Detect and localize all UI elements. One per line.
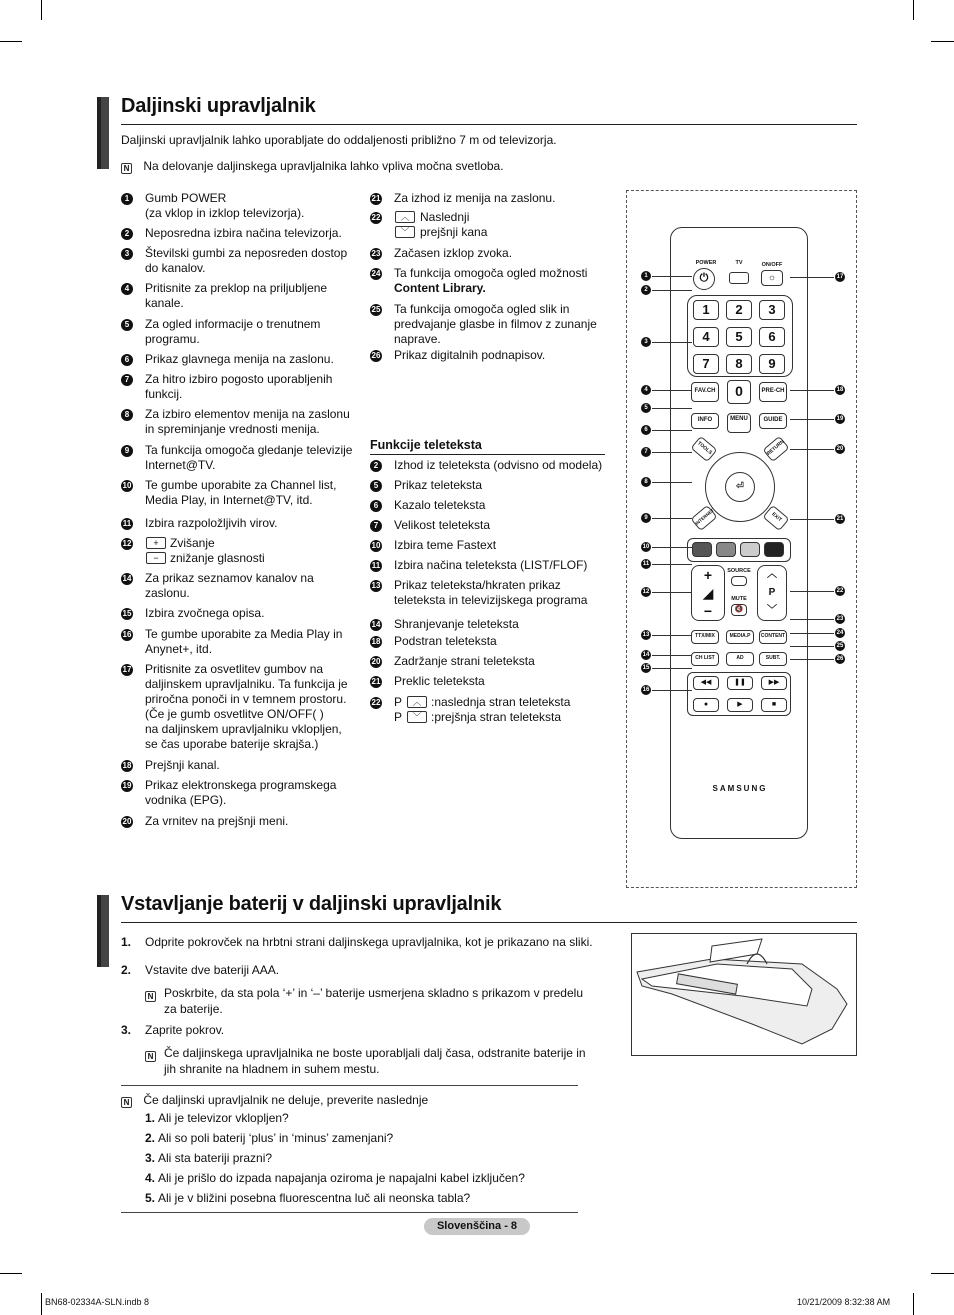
red-button[interactable]	[692, 542, 712, 557]
callout-number: 7	[641, 447, 651, 457]
item-text: Za izbiro elementov menija na zaslonu	[145, 407, 350, 421]
section-title: Daljinski upravljalnik	[121, 95, 316, 117]
chevron-down-icon: ﹀	[395, 226, 415, 238]
step-number: 1.	[121, 935, 132, 949]
callout-number: 4	[641, 385, 651, 395]
teletext-item-text: Shranjevanje teleteksta	[394, 617, 519, 631]
callout-line	[652, 408, 692, 409]
item-number-badge: 7	[370, 520, 382, 532]
digit-2-button[interactable]: 2	[726, 300, 752, 320]
section-rule	[121, 124, 857, 125]
tv-label: TV	[735, 260, 743, 266]
item-text: Prejšnji kanal.	[145, 758, 220, 772]
callout-number: 5	[641, 403, 651, 413]
callout-line	[652, 390, 692, 391]
callout-number: 21	[836, 516, 844, 522]
pre-ch-button[interactable]: PRE-CH	[759, 382, 787, 402]
item-number-badge: 4	[121, 283, 133, 295]
item-number-badge: 24	[371, 269, 381, 278]
item-text: na daljinskem upravljalniku vklopljen,	[145, 722, 342, 736]
crop-mark	[41, 0, 42, 20]
item-text: Gumb POWER	[145, 191, 227, 205]
yellow-button[interactable]	[740, 542, 760, 557]
item-number-badge: 2	[121, 228, 133, 240]
volume-rocker[interactable]: + ◢ −	[691, 565, 725, 621]
crop-mark	[931, 41, 954, 42]
samsung-logo: SAMSUNG	[712, 784, 768, 793]
callout-line	[652, 452, 692, 453]
callout-number: 19	[836, 416, 844, 422]
tools-button[interactable]: TOOLS	[690, 436, 717, 462]
onoff-label: ON/OFF	[761, 262, 783, 268]
teletext-item-text: Prikaz teleteksta	[394, 478, 483, 492]
callout-line	[790, 390, 834, 391]
callout-number: 12	[642, 589, 650, 595]
callout-line	[652, 668, 692, 669]
teletext-item-text: Podstran teleteksta	[394, 634, 497, 648]
crop-mark	[913, 1293, 914, 1315]
pause-button[interactable]: ❚❚	[727, 676, 753, 690]
digit-8-button[interactable]: 8	[726, 354, 752, 374]
item-number-badge: 1	[121, 193, 133, 205]
step-number: 2.	[121, 963, 132, 977]
item-text: Za izhod iz menija na zaslonu.	[394, 191, 556, 205]
callout-number: 14	[642, 652, 650, 658]
item-number-badge: 10	[122, 481, 132, 490]
step-number: 3.	[121, 1023, 132, 1037]
note-text: Na delovanje daljinskega upravljalnika lahko vpliva močna svetloba.	[143, 159, 504, 173]
stop-button[interactable]: ■	[761, 698, 787, 712]
item-text: funkcij.	[145, 387, 183, 401]
callout-number: 16	[642, 687, 650, 693]
exit-button[interactable]: EXIT	[762, 505, 789, 531]
item-text: Za hitro izbiro pogosto uporabljenih	[145, 372, 333, 386]
minus-key-icon: −	[146, 552, 166, 564]
subt-button[interactable]: SUBT.	[759, 652, 787, 666]
note-icon: N	[145, 1051, 156, 1062]
note-icon: N	[121, 1097, 132, 1108]
check-number: 3.	[145, 1151, 156, 1165]
chevron-down-icon: ﹀	[407, 711, 427, 723]
item-number-badge: 6	[370, 500, 382, 512]
check-text: Ali je televizor vklopljen?	[158, 1111, 289, 1125]
content-button[interactable]: CONTENT	[759, 630, 787, 644]
item-number-badge: 18	[122, 761, 132, 770]
check-text: Ali je v bližini posebna fluorescentna luč ali neonska tabla?	[158, 1191, 471, 1205]
item-text: Anynet+, itd.	[145, 642, 213, 656]
item-number-badge: 20	[371, 657, 381, 666]
item-number-badge: 11	[122, 519, 132, 528]
callout-number: 9	[641, 513, 651, 523]
item-text: Neposredna izbira načina televizorja.	[145, 226, 342, 240]
item-number-badge: 12	[122, 539, 132, 548]
fav-ch-button[interactable]: FAV.CH	[691, 382, 719, 402]
teletext-item-text: Prikaz teleteksta/hkraten prikaz	[394, 578, 561, 592]
note-text: Poskrbite, da sta pola ‘+’ in ‘–’ baterije usmerjena skladno s prikazom v predelu	[164, 986, 583, 1000]
item-text: vodnika (EPG).	[145, 793, 227, 807]
crop-mark	[913, 0, 914, 20]
crop-mark	[41, 1293, 42, 1315]
item-text: Prikaz glavnega menija na zaslonu.	[145, 352, 334, 366]
digit-4-button[interactable]: 4	[693, 327, 719, 347]
callout-number: 15	[642, 665, 650, 671]
item-number-badge: 15	[122, 609, 132, 618]
callout-line	[652, 564, 692, 565]
blue-button[interactable]	[764, 542, 784, 557]
item-text: Številski gumbi za neposreden dostop	[145, 246, 348, 260]
item-number-badge: 20	[122, 817, 132, 826]
callout-line	[652, 342, 692, 343]
note-icon: N	[121, 163, 132, 174]
callout-line	[790, 619, 834, 620]
item-text: Te gumbe uporabite za Channel list,	[145, 478, 337, 492]
step-text: Vstavite dve bateriji AAA.	[145, 963, 280, 977]
item-text: in spreminjanje vrednosti menija.	[145, 422, 320, 436]
intro-text: Daljinski upravljalnik lahko uporabljate do oddaljenosti približno 7 m od televizorja.	[121, 133, 557, 147]
item-number-badge: 19	[122, 781, 132, 790]
battery-drawing	[632, 934, 856, 1055]
callout-line	[790, 591, 834, 592]
page-number-pill: Slovenščina - 8	[424, 1218, 530, 1235]
item-text: Internet@TV.	[145, 458, 216, 472]
step-text: Zaprite pokrov.	[145, 1023, 225, 1037]
callout-line	[790, 659, 834, 660]
item-number-badge: 5	[370, 480, 382, 492]
digit-1-button[interactable]: 1	[693, 300, 719, 320]
note-text: jih shranite na hladnem in suhem mestu.	[164, 1062, 380, 1076]
item-text: Za vrnitev na prejšnji meni.	[145, 814, 289, 828]
chevron-up-icon: ︿	[407, 696, 427, 708]
item-text: kanale.	[145, 296, 184, 310]
light-button[interactable]: ☼	[761, 270, 783, 286]
callout-line	[790, 633, 834, 634]
callout-line	[790, 419, 834, 420]
check-title: Če daljinski upravljalnik ne deluje, preverite naslednje	[143, 1093, 429, 1107]
teletext-heading: Funkcije teleteksta	[370, 438, 605, 455]
footer-file: BN68-02334A-SLN.indb 8	[45, 1297, 150, 1307]
remote-control-drawing	[670, 227, 808, 839]
callout-number: 11	[642, 561, 650, 567]
check-note	[121, 1093, 428, 1108]
item-text: Content Library.	[394, 281, 486, 295]
power-label: POWER	[695, 260, 717, 266]
callout-line	[790, 519, 834, 520]
item-number-badge: 16	[122, 630, 132, 639]
source-button[interactable]	[731, 576, 747, 586]
item-number-badge: 21	[371, 194, 381, 203]
callout-line	[652, 290, 692, 291]
check-rule-bottom	[121, 1212, 578, 1213]
item-text: priročna ponoči in v temnem prostoru.	[145, 692, 347, 706]
item-text: Pritisnite za preklop na priljubljene	[145, 281, 328, 295]
callout-line	[652, 518, 692, 519]
teletext-item-text: Preklic teleteksta	[394, 674, 485, 688]
item-number-badge: 2	[370, 460, 382, 472]
item-text: Media Play, in Internet@TV, itd.	[145, 493, 313, 507]
digit-5-button[interactable]: 5	[726, 327, 752, 347]
item-text: znižanje glasnosti	[170, 551, 265, 565]
teletext-item-text: teleteksta in televizijskega programa	[394, 593, 588, 607]
digit-3-button[interactable]: 3	[759, 300, 785, 320]
digit-0-button[interactable]: 0	[727, 380, 751, 404]
item-number-badge: 22	[371, 213, 381, 222]
callout-line	[790, 646, 834, 647]
mute-button[interactable]: 🔇	[731, 604, 747, 616]
ch-list-button[interactable]: CH LIST	[691, 652, 719, 666]
callout-number: 8	[641, 477, 651, 487]
callout-number: 25	[836, 643, 844, 649]
item-text: Te gumbe uporabite za Media Play in	[145, 627, 343, 641]
callout-number: 1	[641, 271, 651, 281]
rewind-button[interactable]: ◀◀	[693, 676, 719, 690]
item-number-badge: 14	[122, 574, 132, 583]
check-number: 5.	[145, 1191, 156, 1205]
item-number-badge: 17	[122, 665, 132, 674]
p-glyph: P	[394, 695, 403, 709]
callout-number: 13	[642, 632, 650, 638]
item-text: Izbira razpoložljivih virov.	[145, 516, 278, 530]
section-rule-2	[121, 922, 857, 923]
item-text: naprave.	[394, 332, 441, 346]
item-number-badge: 14	[371, 620, 381, 629]
check-text: Ali je prišlo do izpada napajanja oziroma je napajalni kabel izključen?	[158, 1171, 525, 1185]
source-label: SOURCE	[727, 568, 751, 574]
digit-7-button[interactable]: 7	[693, 354, 719, 374]
p-glyph: P	[394, 710, 403, 724]
item-number-badge: 18	[371, 637, 381, 646]
item-number-badge: 11	[371, 561, 381, 570]
footer-date: 10/21/2009 8:32:38 AM	[797, 1297, 891, 1307]
menu-button[interactable]: MENU	[727, 413, 751, 433]
record-button[interactable]: ●	[693, 698, 719, 712]
check-number: 2.	[145, 1131, 156, 1145]
item-number-badge: 10	[371, 541, 381, 550]
note-line	[145, 987, 156, 1002]
item-text: Za prikaz seznamov kanalov na	[145, 571, 314, 585]
check-number: 4.	[145, 1171, 156, 1185]
callout-number: 18	[836, 387, 844, 393]
note-icon: N	[145, 991, 156, 1002]
ttx-mix-button[interactable]: TTX/MIX	[691, 630, 719, 644]
item-number-badge: 3	[121, 248, 133, 260]
channel-p-label: P	[768, 587, 776, 598]
guide-button[interactable]: GUIDE	[759, 413, 787, 429]
item-text: (Če je gumb osvetlitve ON/OFF( )	[145, 707, 324, 721]
item-text: predvajanje glasbe in filmov z zunanje	[394, 317, 597, 331]
teletext-item-text: Zadržanje strani teleteksta	[394, 654, 535, 668]
item-text: Ta funkcija omogoča gledanje televizije	[145, 443, 353, 457]
callout-number: 2	[641, 285, 651, 295]
callout-line	[790, 449, 834, 450]
check-text: Ali sta bateriji prazni?	[158, 1151, 273, 1165]
chevron-up-icon: ︿	[395, 211, 415, 223]
callout-number: 23	[836, 616, 844, 622]
callout-number: 24	[836, 630, 844, 636]
item-text: (za vklop in izklop televizorja).	[145, 206, 305, 220]
callout-line	[652, 635, 692, 636]
teletext-item-text: :prejšnja stran teleteksta	[431, 710, 562, 724]
callout-line	[790, 277, 834, 278]
item-text: Pritisnite za osvetlitev gumbov na	[145, 662, 324, 676]
item-number-badge: 9	[121, 445, 133, 457]
green-button[interactable]	[716, 542, 736, 557]
crop-mark	[931, 1273, 954, 1274]
return-button[interactable]: RETURN	[762, 436, 789, 462]
callout-number: 10	[642, 544, 650, 550]
item-text: Za ogled informacije o trenutnem	[145, 317, 321, 331]
item-number-badge: 23	[371, 249, 381, 258]
teletext-item-text: Izbira teme Fastext	[394, 538, 497, 552]
item-number-badge: 13	[371, 581, 381, 590]
digit-6-button[interactable]: 6	[759, 327, 785, 347]
play-button[interactable]: ▶	[727, 698, 753, 712]
note-line	[145, 1047, 156, 1062]
callout-line	[652, 690, 692, 691]
teletext-item-text: Izhod iz teleteksta (odvisno od modela)	[394, 458, 603, 472]
plus-key-icon: +	[146, 537, 166, 549]
check-rule-top	[121, 1085, 578, 1086]
channel-rocker[interactable]: ︿ P ﹀	[757, 565, 787, 621]
item-text: programu.	[145, 332, 200, 346]
teletext-item-text: Izbira načina teleteksta (LIST/FLOF)	[394, 558, 588, 572]
enter-button[interactable]: ⏎	[725, 472, 755, 502]
item-text: Zvišanje	[170, 536, 215, 550]
item-text: Prikaz elektronskega programskega	[145, 778, 337, 792]
callout-number: 3	[641, 337, 651, 347]
callout-number: 26	[836, 656, 844, 662]
internet-button[interactable]: INTERNET	[690, 505, 717, 531]
note-text: Če daljinskega upravljalnika ne boste uporabljali dalj časa, odstranite baterije in	[164, 1046, 586, 1060]
item-number-badge: 5	[121, 319, 133, 331]
item-number-badge: 21	[371, 677, 381, 686]
item-text: Izbira zvočnega opisa.	[145, 606, 265, 620]
item-text: Ta funkcija omogoča ogled možnosti	[394, 266, 588, 280]
callout-line	[652, 547, 692, 548]
check-number: 1.	[145, 1111, 156, 1125]
crop-mark	[0, 41, 22, 42]
callout-line	[652, 430, 692, 431]
mute-label: MUTE	[731, 596, 747, 602]
digit-9-button[interactable]: 9	[759, 354, 785, 374]
item-text: Naslednji	[420, 210, 470, 224]
item-number-badge: 25	[371, 305, 381, 314]
ad-button[interactable]: AD	[726, 652, 754, 666]
section-bar-2	[97, 895, 109, 967]
media-p-button[interactable]: MEDIA.P	[726, 630, 754, 644]
callout-line	[652, 655, 692, 656]
item-number-badge: 8	[121, 409, 133, 421]
section-bar	[97, 97, 109, 169]
section-title-2: Vstavljanje baterij v daljinski upravljalnik	[121, 893, 502, 915]
power-button[interactable]: ⏻	[693, 268, 715, 290]
item-text: zaslonu.	[145, 586, 190, 600]
callout-number: 17	[836, 274, 844, 280]
teletext-item-text: Kazalo teleteksta	[394, 498, 486, 512]
callout-number: 22	[836, 588, 844, 594]
teletext-item-text: Velikost teleteksta	[394, 518, 491, 532]
item-number-badge: 26	[371, 351, 381, 360]
item-text: do kanalov.	[145, 261, 206, 275]
info-button[interactable]: INFO	[691, 413, 719, 429]
step-text: Odprite pokrovček na hrbtni strani daljinskega upravljalnika, kot je prikazano na sliki.	[145, 935, 593, 949]
item-number-badge: 22	[371, 698, 381, 707]
callout-line	[652, 482, 692, 483]
item-text: prejšnji kana	[420, 225, 488, 239]
item-text: se čas uporabe baterije skrajša.)	[145, 737, 319, 751]
item-text: daljinskem upravljalniku. Ta funkcija je	[145, 677, 348, 691]
callout-number: 6	[641, 425, 651, 435]
callout-number: 20	[836, 446, 844, 452]
item-number-badge: 7	[121, 374, 133, 386]
teletext-item-text: :naslednja stran teleteksta	[431, 695, 571, 709]
item-text: Začasen izklop zvoka.	[394, 246, 513, 260]
callout-line	[652, 592, 692, 593]
crop-mark	[0, 1273, 22, 1274]
item-number-badge: 6	[121, 354, 133, 366]
battery-illustration	[631, 933, 857, 1056]
tv-button[interactable]	[729, 272, 749, 284]
item-text: Ta funkcija omogoča ogled slik in	[394, 302, 570, 316]
callout-line	[652, 276, 692, 277]
note-text: za baterije.	[164, 1002, 223, 1016]
forward-button[interactable]: ▶▶	[761, 676, 787, 690]
note-line	[121, 159, 504, 174]
check-text: Ali so poli baterij ‘plus’ in ‘minus’ zamenjani?	[158, 1131, 394, 1145]
item-text: Prikaz digitalnih podnapisov.	[394, 348, 546, 362]
